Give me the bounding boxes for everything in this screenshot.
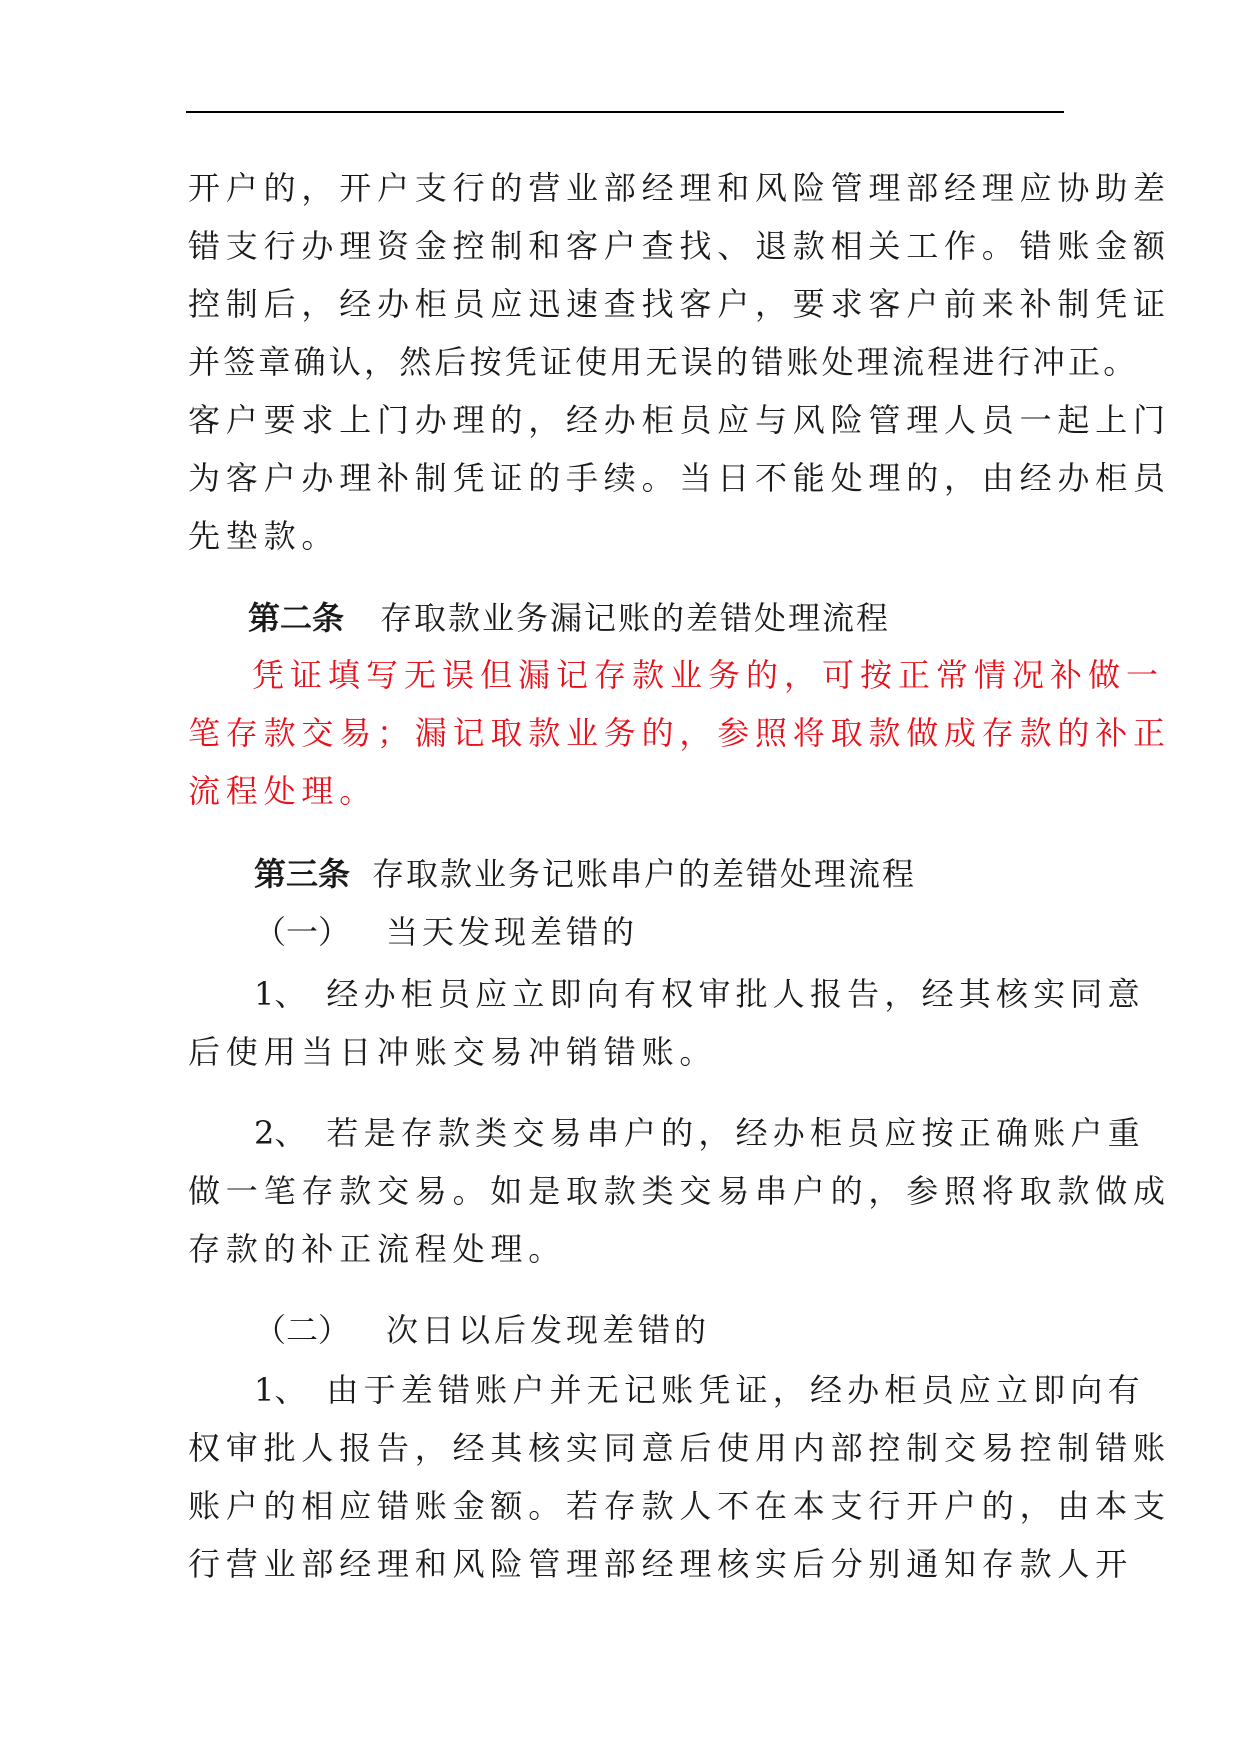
item-3-line	[254, 1368, 1145, 1412]
item-2-text: 若是存款类交易串户的，经办柜员应按正确账户重	[326, 1114, 1145, 1152]
section-2-number: （二）	[254, 1311, 351, 1349]
section-1-heading	[254, 910, 638, 954]
section-2-title: 次日以后发现差错的	[386, 1311, 711, 1349]
article-3-label: 第三条	[254, 855, 351, 893]
item-1-line	[254, 972, 1145, 1016]
paragraph-line: 先垫款。	[188, 517, 340, 555]
header-rule	[186, 111, 1064, 113]
paragraph-line: 控制后，经办柜员应迅速查找客户，要求客户前来补制凭证	[188, 285, 1171, 323]
paragraph-line: 后使用当日冲账交易冲销错账。	[188, 1033, 718, 1071]
article-3-heading	[254, 852, 916, 896]
item-1-number: 1、	[254, 975, 307, 1013]
paragraph-line: 做一笔存款交易。如是取款类交易串户的，参照将取款做成	[188, 1172, 1171, 1210]
item-2-number: 2、	[254, 1114, 307, 1152]
article-3-title: 存取款业务记账串户的差错处理流程	[372, 855, 917, 893]
article-2-heading	[248, 596, 890, 640]
paragraph-line: 权审批人报告，经其核实同意后使用内部控制交易控制错账	[188, 1429, 1171, 1467]
paragraph-line: 存款的补正流程处理。	[188, 1230, 567, 1268]
item-3-number: 1、	[254, 1371, 307, 1409]
item-1-text: 经办柜员应立即向有权审批人报告，经其核实同意	[326, 975, 1145, 1013]
highlight-line: 笔存款交易；漏记取款业务的，参照将取款做成存款的补正	[188, 714, 1171, 752]
paragraph-line: 为客户办理补制凭证的手续。当日不能处理的，由经办柜员	[188, 459, 1171, 497]
paragraph-line: 错支行办理资金控制和客户查找、退款相关工作。错账金额	[188, 227, 1171, 265]
highlight-line: 凭证填写无误但漏记存款业务的，可按正常情况补做一	[252, 656, 1165, 694]
highlight-line: 流程处理。	[188, 772, 378, 810]
item-3-text: 由于差错账户并无记账凭证，经办柜员应立即向有	[326, 1371, 1145, 1409]
paragraph-line: 客户要求上门办理的，经办柜员应与风险管理人员一起上门	[188, 401, 1171, 439]
paragraph-line: 行营业部经理和风险管理部经理核实后分别通知存款人开	[188, 1545, 1134, 1583]
section-1-number: （一）	[254, 913, 351, 951]
section-1-title: 当天发现差错的	[386, 913, 639, 951]
article-2-title: 存取款业务漏记账的差错处理流程	[380, 599, 891, 637]
section-2-heading	[254, 1308, 710, 1352]
paragraph-line: 账户的相应错账金额。若存款人不在本支行开户的，由本支	[188, 1487, 1171, 1525]
item-2-line	[254, 1111, 1145, 1155]
article-2-label: 第二条	[248, 599, 345, 637]
paragraph-line: 开户的，开户支行的营业部经理和风险管理部经理应协助差	[188, 169, 1171, 207]
paragraph-line: 并签章确认，然后按凭证使用无误的错账处理流程进行冲正。	[188, 343, 1139, 381]
